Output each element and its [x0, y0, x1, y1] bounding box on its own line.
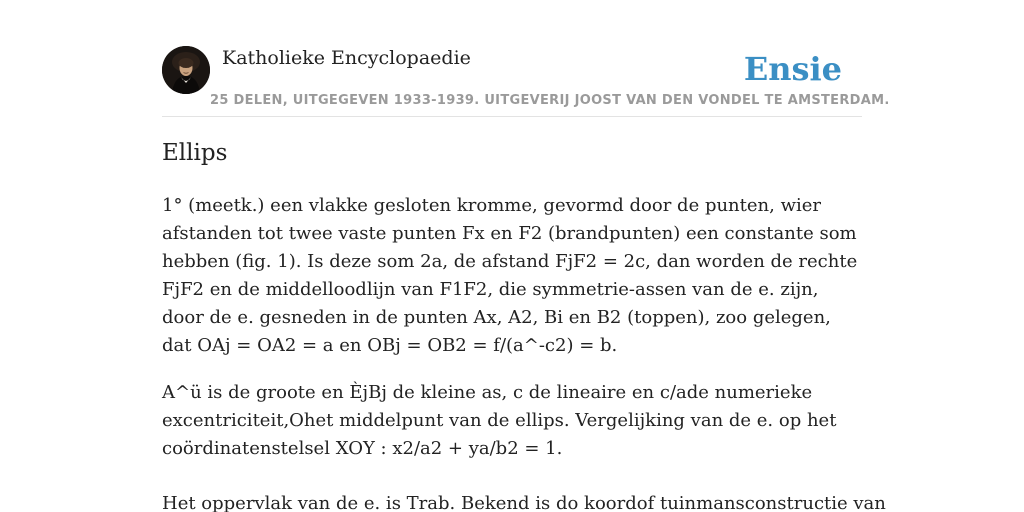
publication-subtitle: 25 DELEN, UITGEGEVEN 1933-1939. UITGEVERIJ JOOST VAN DEN VONDEL TE AMSTERDAM.	[210, 93, 890, 108]
article-paragraph: Het oppervlak van de e. is Trab. Bekend is do koordof tuinmansconstructie van	[162, 493, 886, 512]
publication-title-link[interactable]: Katholieke Encyclopaedie	[222, 47, 471, 69]
article-title: Ellips	[162, 140, 228, 166]
article-paragraph: 1° (meetk.) een vlakke gesloten kromme, gevormd door de punten, wier afstanden tot twee vaste punten Fx en F2 (brandpunten) een constante som hebben (fig. 1). Is deze som 2a, de afstand FjF2 = 2c, dan worden de rechte FjF2 en de middelloodlijn van F1F2, die symmetrie-assen van de e. zijn, door de e. gesneden in de punten Ax, A2, Bi en B2 (toppen), zoo gelegen, dat OAj = OA2 = a en OBj = OB2 = f/(a^-c2) = b.	[162, 195, 858, 356]
ensie-logo-link[interactable]: Ensie	[743, 50, 842, 88]
site-header	[162, 46, 890, 117]
article-paragraph: A^ü is de groote en ÈjBj de kleine as, c de lineaire en c/ade numerieke excentriciteit,Ohet middelpunt van de ellips. Vergelijking van de e. op het coördinatenstelsel XOY : x2/a2 + ya/b2 = 1.	[162, 382, 837, 459]
portrait-avatar-icon[interactable]	[162, 46, 210, 94]
